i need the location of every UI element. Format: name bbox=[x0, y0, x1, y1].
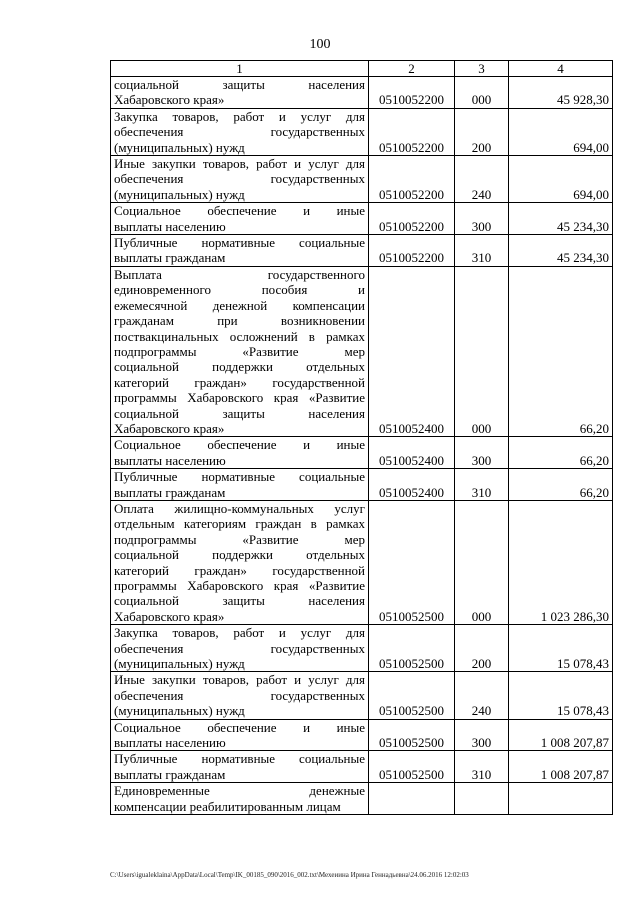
row-name-line: Оплата жилищно-коммунальных услуг bbox=[114, 500, 365, 516]
row-sum-cell: 66,20 bbox=[509, 469, 613, 501]
header-row bbox=[111, 61, 613, 77]
row-name-cell bbox=[111, 235, 369, 267]
row-kcsr-cell: 0510052400 bbox=[369, 437, 455, 469]
row-name-line: Иные закупки товаров, работ и услуг для bbox=[114, 156, 365, 172]
row-name-cell bbox=[111, 469, 369, 501]
row-name-line: поствакцинальных осложнений в рамках bbox=[114, 328, 365, 344]
row-kcsr-cell: 0510052200 bbox=[369, 108, 455, 155]
row-name-line: выплаты населению bbox=[114, 735, 226, 751]
row-sum-cell: 45 234,30 bbox=[509, 235, 613, 267]
row-name-cell bbox=[111, 500, 369, 624]
row-kvr-cell: 200 bbox=[455, 108, 509, 155]
row-name-line: Публичные нормативные социальные bbox=[114, 751, 365, 767]
table-row bbox=[111, 77, 613, 109]
row-name-cell bbox=[111, 625, 369, 672]
row-sum-cell: 66,20 bbox=[509, 266, 613, 436]
row-name-line: (муниципальных) нужд bbox=[114, 703, 245, 719]
column-header-kcsr: 2 bbox=[369, 61, 455, 77]
row-name-line: отдельным категориям граждан в рамках bbox=[114, 516, 365, 532]
row-kvr-cell: 000 bbox=[455, 500, 509, 624]
row-kcsr-cell: 0510052400 bbox=[369, 266, 455, 436]
row-name-line: (муниципальных) нужд bbox=[114, 186, 245, 202]
row-name-cell bbox=[111, 751, 369, 783]
row-kvr-cell: 310 bbox=[455, 751, 509, 783]
row-name-cell bbox=[111, 266, 369, 436]
row-name-line: Публичные нормативные социальные bbox=[114, 469, 365, 485]
table-row bbox=[111, 235, 613, 267]
row-sum-cell: 1 008 207,87 bbox=[509, 719, 613, 751]
row-kcsr-cell: 0510052500 bbox=[369, 751, 455, 783]
row-sum-cell: 45 234,30 bbox=[509, 203, 613, 235]
row-name-line: выплаты населению bbox=[114, 218, 226, 234]
row-name-line: ежемесячной денежной компенсации bbox=[114, 297, 365, 313]
row-name-cell bbox=[111, 77, 369, 109]
row-kvr-cell bbox=[455, 783, 509, 815]
table-row bbox=[111, 108, 613, 155]
row-name-line: Хабаровского края» bbox=[114, 92, 225, 108]
row-name-line: подпрограммы «Развитие мер bbox=[114, 343, 365, 359]
row-name-line: Иные закупки товаров, работ и услуг для bbox=[114, 672, 365, 688]
row-name-line: категорий граждан» государственной bbox=[114, 374, 365, 390]
row-name-line: обеспечения государственных bbox=[114, 640, 365, 656]
row-name-line: Публичные нормативные социальные bbox=[114, 235, 365, 251]
row-sum-cell: 66,20 bbox=[509, 437, 613, 469]
row-sum-cell: 15 078,43 bbox=[509, 625, 613, 672]
budget-table bbox=[110, 60, 613, 815]
row-kcsr-cell: 0510052500 bbox=[369, 672, 455, 719]
row-sum-cell: 694,00 bbox=[509, 108, 613, 155]
row-name-line: выплаты гражданам bbox=[114, 484, 226, 500]
row-name-line: социальной защиты населения bbox=[114, 405, 365, 421]
table-row bbox=[111, 156, 613, 203]
row-name-cell bbox=[111, 783, 369, 815]
row-kvr-cell: 000 bbox=[455, 77, 509, 109]
row-name-cell bbox=[111, 203, 369, 235]
row-name-line: Социальное обеспечение и иные bbox=[114, 719, 365, 735]
row-name-cell bbox=[111, 156, 369, 203]
row-kcsr-cell: 0510052500 bbox=[369, 625, 455, 672]
row-sum-cell: 694,00 bbox=[509, 156, 613, 203]
row-name-line: (муниципальных) нужд bbox=[114, 139, 245, 155]
file-path-footer: C:\Users\igualeklaina\AppData\Local\Temp\IK_00185_090\2016_002.txt\Мехеиина Ирина Геннадьевна\24.06.2016 12:02:03 bbox=[110, 871, 469, 879]
row-kcsr-cell bbox=[369, 783, 455, 815]
row-kvr-cell: 310 bbox=[455, 469, 509, 501]
row-kcsr-cell: 0510052200 bbox=[369, 203, 455, 235]
row-name-cell bbox=[111, 719, 369, 751]
row-kvr-cell: 300 bbox=[455, 437, 509, 469]
row-sum-cell bbox=[509, 783, 613, 815]
row-name-line: обеспечения государственных bbox=[114, 687, 365, 703]
row-sum-cell: 1 008 207,87 bbox=[509, 751, 613, 783]
row-kcsr-cell: 0510052200 bbox=[369, 235, 455, 267]
row-name-line: выплаты населению bbox=[114, 452, 226, 468]
row-name-line: выплаты гражданам bbox=[114, 766, 226, 782]
row-name-line: Хабаровского края» bbox=[114, 420, 225, 436]
row-name-line: подпрограммы «Развитие мер bbox=[114, 531, 365, 547]
row-name-line: выплаты гражданам bbox=[114, 250, 226, 266]
column-header-kvr: 3 bbox=[455, 61, 509, 77]
row-name-line: социальной поддержки отдельных bbox=[114, 547, 365, 563]
row-name-line: Единовременные денежные bbox=[114, 783, 365, 799]
row-sum-cell: 15 078,43 bbox=[509, 672, 613, 719]
row-kcsr-cell: 0510052500 bbox=[369, 500, 455, 624]
row-name-line: единовременного пособия и bbox=[114, 282, 365, 298]
table-row bbox=[111, 625, 613, 672]
row-kvr-cell: 200 bbox=[455, 625, 509, 672]
table-row bbox=[111, 469, 613, 501]
row-name-line: Социальное обеспечение и иные bbox=[114, 437, 365, 453]
table-row bbox=[111, 672, 613, 719]
table-row bbox=[111, 203, 613, 235]
column-header-name: 1 bbox=[111, 61, 369, 77]
row-name-line: социальной защиты населения bbox=[114, 77, 365, 92]
row-kvr-cell: 310 bbox=[455, 235, 509, 267]
row-kcsr-cell: 0510052200 bbox=[369, 156, 455, 203]
row-kcsr-cell: 0510052500 bbox=[369, 719, 455, 751]
row-kvr-cell: 300 bbox=[455, 203, 509, 235]
row-name-line: обеспечения государственных bbox=[114, 124, 365, 140]
table-row bbox=[111, 719, 613, 751]
table-row bbox=[111, 266, 613, 436]
table-row bbox=[111, 437, 613, 469]
column-header-sum: 4 bbox=[509, 61, 613, 77]
row-name-line: социальной поддержки отдельных bbox=[114, 359, 365, 375]
table-row bbox=[111, 783, 613, 815]
row-name-line: Социальное обеспечение и иные bbox=[114, 203, 365, 219]
row-kcsr-cell: 0510052400 bbox=[369, 469, 455, 501]
row-name-cell bbox=[111, 437, 369, 469]
table-row bbox=[111, 751, 613, 783]
row-kvr-cell: 240 bbox=[455, 672, 509, 719]
row-sum-cell: 45 928,30 bbox=[509, 77, 613, 109]
row-name-cell bbox=[111, 108, 369, 155]
row-kcsr-cell: 0510052200 bbox=[369, 77, 455, 109]
row-name-line: компенсации реабилитированным лицам bbox=[114, 798, 341, 814]
row-kvr-cell: 000 bbox=[455, 266, 509, 436]
row-name-line: (муниципальных) нужд bbox=[114, 656, 245, 672]
row-name-line: Закупка товаров, работ и услуг для bbox=[114, 625, 365, 641]
row-name-line: гражданам при возникновении bbox=[114, 313, 365, 329]
page-number: 100 bbox=[309, 37, 331, 52]
row-sum-cell: 1 023 286,30 bbox=[509, 500, 613, 624]
row-name-cell bbox=[111, 672, 369, 719]
table-row bbox=[111, 500, 613, 624]
row-name-line: программы Хабаровского края «Развитие bbox=[114, 578, 365, 593]
row-name-line: программы Хабаровского края «Развитие bbox=[114, 390, 365, 406]
row-name-line: категорий граждан» государственной bbox=[114, 562, 365, 578]
row-name-line: Выплата государственного bbox=[114, 266, 365, 282]
row-name-line: Закупка товаров, работ и услуг для bbox=[114, 108, 365, 124]
row-name-line: Хабаровского края» bbox=[114, 608, 225, 624]
row-name-line: социальной защиты населения bbox=[114, 593, 365, 609]
row-name-line: обеспечения государственных bbox=[114, 171, 365, 187]
row-kvr-cell: 240 bbox=[455, 156, 509, 203]
row-kvr-cell: 300 bbox=[455, 719, 509, 751]
